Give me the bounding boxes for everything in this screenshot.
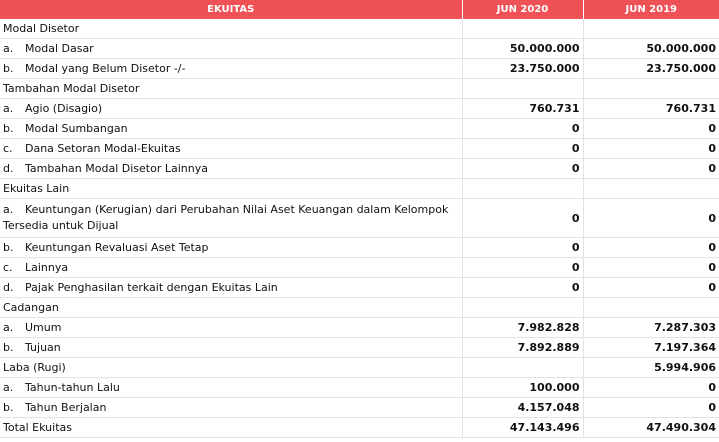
value-jun-2020: 0: [462, 278, 583, 298]
table-row: [0, 398, 719, 418]
value-jun-2019: 0: [583, 278, 719, 298]
item-marker: b.: [3, 341, 14, 354]
item-label: Modal Sumbangan: [25, 122, 128, 135]
table-row: [0, 119, 719, 139]
item-label: Agio (Disagio): [25, 102, 103, 115]
value-jun-2020: 0: [462, 139, 583, 159]
item-marker: b.: [3, 122, 14, 135]
row-label: [0, 119, 462, 139]
value-jun-2020: 0: [462, 199, 583, 238]
row-label: [0, 298, 462, 318]
value-jun-2019: 0: [583, 258, 719, 278]
header-jun-2020: JUN 2020: [462, 0, 583, 19]
row-label: [0, 358, 462, 378]
table-row: [0, 378, 719, 398]
row-label: [0, 139, 462, 159]
value-jun-2019: 0: [583, 139, 719, 159]
row-label: [0, 59, 462, 79]
value-jun-2020: [462, 19, 583, 39]
header-ekuitas: EKUITAS: [0, 0, 462, 19]
item-label: Tahun Berjalan: [25, 401, 107, 414]
table-row: [0, 258, 719, 278]
row-label: [0, 338, 462, 358]
value-jun-2020: [462, 298, 583, 318]
row-label: [0, 378, 462, 398]
header-jun-2019: JUN 2019: [583, 0, 719, 19]
item-label: Pajak Penghasilan terkait dengan Ekuitas Lain: [25, 281, 278, 294]
value-jun-2019: [583, 19, 719, 39]
row-label: [0, 418, 462, 438]
value-jun-2020: 0: [462, 159, 583, 179]
row-label: [0, 318, 462, 338]
item-label: Tambahan Modal Disetor: [3, 82, 140, 95]
table-row: [0, 338, 719, 358]
table-row: [0, 59, 719, 79]
row-label: [0, 179, 462, 199]
item-label: Keuntungan (Kerugian) dari Perubahan Nilai Aset Keuangan dalam Kelompok Tersedia untuk Dijual: [3, 203, 449, 232]
value-jun-2020: 23.750.000: [462, 59, 583, 79]
item-marker: a.: [3, 203, 14, 216]
item-label: Cadangan: [3, 301, 59, 314]
value-jun-2020: [462, 358, 583, 378]
value-jun-2020: 50.000.000: [462, 39, 583, 59]
value-jun-2019: 7.287.303: [583, 318, 719, 338]
row-label: [0, 19, 462, 39]
table-row: [0, 79, 719, 99]
table-row: [0, 179, 719, 199]
value-jun-2019: 0: [583, 398, 719, 418]
item-marker: b.: [3, 241, 14, 254]
item-label: Modal Disetor: [3, 22, 80, 35]
table-row: [0, 238, 719, 258]
table-row: [0, 318, 719, 338]
value-jun-2020: 0: [462, 238, 583, 258]
table-row: [0, 159, 719, 179]
value-jun-2020: 47.143.496: [462, 418, 583, 438]
value-jun-2020: 0: [462, 119, 583, 139]
row-label: [0, 258, 462, 278]
value-jun-2020: 4.157.048: [462, 398, 583, 418]
row-label: [0, 39, 462, 59]
item-marker: a.: [3, 102, 14, 115]
value-jun-2019: 23.750.000: [583, 59, 719, 79]
item-marker: d.: [3, 162, 14, 175]
table-row: [0, 298, 719, 318]
item-label: Tujuan: [25, 341, 61, 354]
value-jun-2019: 5.994.906: [583, 358, 719, 378]
item-label: Dana Setoran Modal-Ekuitas: [25, 142, 181, 155]
row-label: [0, 238, 462, 258]
item-label: Tahun-tahun Lalu: [25, 381, 120, 394]
table-row: [0, 19, 719, 39]
item-label: Ekuitas Lain: [3, 182, 70, 195]
item-marker: d.: [3, 281, 14, 294]
value-jun-2020: [462, 179, 583, 199]
value-jun-2020: 0: [462, 258, 583, 278]
row-label: [0, 99, 462, 119]
table-body: [0, 19, 719, 438]
value-jun-2019: 0: [583, 238, 719, 258]
row-label: [0, 79, 462, 99]
table-row: [0, 199, 719, 238]
value-jun-2019: [583, 298, 719, 318]
value-jun-2019: 47.490.304: [583, 418, 719, 438]
value-jun-2020: 7.982.828: [462, 318, 583, 338]
item-marker: b.: [3, 401, 14, 414]
row-label: [0, 398, 462, 418]
table-row: [0, 139, 719, 159]
table-row: [0, 99, 719, 119]
row-label: [0, 278, 462, 298]
item-marker: c.: [3, 142, 13, 155]
item-label: Lainnya: [25, 261, 69, 274]
item-label: Total Ekuitas: [3, 421, 72, 434]
value-jun-2019: 50.000.000: [583, 39, 719, 59]
value-jun-2019: 0: [583, 159, 719, 179]
item-label: Tambahan Modal Disetor Lainnya: [25, 162, 208, 175]
value-jun-2020: 760.731: [462, 99, 583, 119]
item-marker: c.: [3, 261, 13, 274]
row-label: [0, 159, 462, 179]
item-label: Umum: [25, 321, 62, 334]
item-marker: b.: [3, 62, 14, 75]
item-label: Keuntungan Revaluasi Aset Tetap: [25, 241, 209, 254]
item-label: Laba (Rugi): [3, 361, 66, 374]
value-jun-2019: 760.731: [583, 99, 719, 119]
value-jun-2020: 7.892.889: [462, 338, 583, 358]
value-jun-2019: 7.197.364: [583, 338, 719, 358]
value-jun-2019: 0: [583, 199, 719, 238]
value-jun-2019: [583, 79, 719, 99]
value-jun-2019: 0: [583, 378, 719, 398]
table-row: [0, 358, 719, 378]
value-jun-2019: [583, 179, 719, 199]
item-label: Modal yang Belum Disetor -/-: [25, 62, 186, 75]
item-marker: a.: [3, 321, 14, 334]
table-row: [0, 278, 719, 298]
table-header-row: [0, 0, 719, 19]
value-jun-2020: [462, 79, 583, 99]
item-marker: a.: [3, 381, 14, 394]
row-label: [0, 199, 462, 238]
item-marker: a.: [3, 42, 14, 55]
value-jun-2019: 0: [583, 119, 719, 139]
value-jun-2020: 100.000: [462, 378, 583, 398]
item-label: Modal Dasar: [25, 42, 94, 55]
table-row: [0, 39, 719, 59]
table-row: [0, 418, 719, 438]
